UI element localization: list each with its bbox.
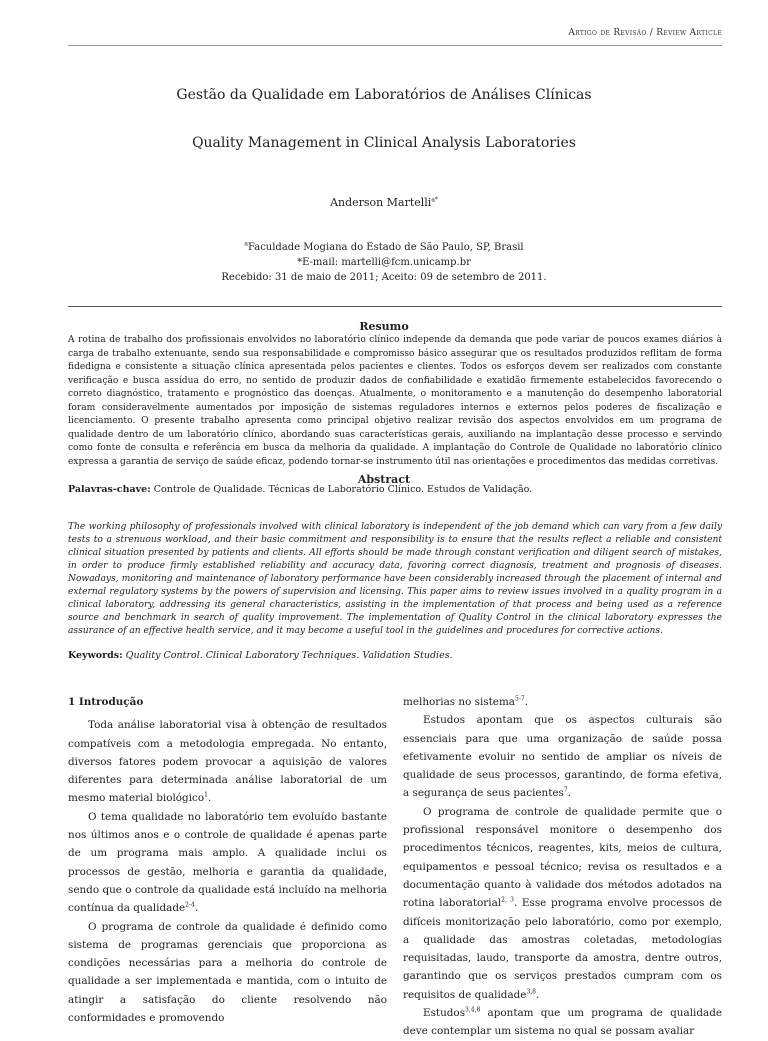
keywords-en-label: Keywords: [68,650,123,661]
author-name: Anderson Martelli [330,196,432,209]
abstract-heading: Abstract [357,473,411,486]
keywords-english [68,650,722,661]
keywords-en-text: Quality Control. Clinical Laboratory Techniques. Validation Studies. [125,650,453,661]
paragraph: melhorias no sistema$^{5-7}$. [403,695,528,708]
paragraph: Estudos apontam que os aspectos culturais são essenciais para que uma organização de saúde possa efetivamente evoluir no sentido de ampliar os níveis de qualidade de seus processos, garantindo, de forma efetiva, a segurança de seus pacientes$^7$. [403,714,722,800]
affiliation-institution: $^a$Faculdade Mogiana do Estado de São Paulo, SP, Brasil [244,240,524,253]
resumo-body: A rotina de trabalho dos profissionais envolvidos no laboratório clínico independe da demanda que pode variar de poucos exames diários à carga de trabalho extenuante, sendo sua responsabilidade e compromisso básico assegurar que os resultados produzidos reflitam de forma fidedigna e consistente a situação clínica apresentada pelos pacientes e clientes. Todos os esforços devem ser realizados com constante verificação e busca assídua do erro, no sentido de produzir dados de confiabilidade e exatidão firmemente estabelecidos favorecendo o correto diagnóstico, tratamento e prognóstico das doenças. Atualmente, o monitoramento e a manutenção do desempenho laboratorial foram consideravelmente aumentados por imposição de sistemas reguladores internos e externos pelos poderes de fiscalização e licenciamento. O presente trabalho apresenta como principal objetivo realizar revisão dos aspectos envolvidos em um programa de qualidade dentro de um laboratório clínico, abordando suas características gerais, auxiliando na implantação desse processo e servindo como fonte de consulta e referência em busca da melhoria da qualidade. A implantação do Controle de Qualidade no laboratório clínico expressa a garantia de serviço de saúde eficaz, podendo tornar-se instrumento útil nas orientações e procedimentos das medidas corretivas. [68,335,722,467]
title-portuguese: Gestão da Qualidade em Laboratórios de Análises Clínicas [176,87,592,103]
paragraph: Toda análise laboratorial visa à obtenção de resultados compatíveis com a metodologia empregada. No entanto, diversos fatores podem provocar a aquisição de valores diferentes para determinada análise laboratorial de um mesmo material biológico$^1$. [68,719,387,805]
keywords-pt-label: Palavras-chave: [68,484,151,495]
body-column-left [68,693,387,1027]
affiliation-sup: a [244,240,248,248]
submission-dates: Recebido: 31 de maio de 2011; Aceito: 09 de setembro de 2011. [221,272,547,283]
keywords-pt-text: Controle de Qualidade. Técnicas de Laboratório Clínico. Estudos de Validação. [153,484,533,495]
body-column-right [403,693,722,1041]
author-line [0,196,768,209]
paragraph: O tema qualidade no laboratório tem evoluído bastante nos últimos anos e o controle de qualidade é apenas parte de um programa mais amplo. A qualidade inclui os processos de gestão, melhoria e garantia da qualidade, sendo que o controle da qualidade está incluído na melhoria contínua da qualidade$^{2-4}$. [68,810,387,915]
intro-heading: 1 Introdução [68,696,144,708]
paragraph: O programa de controle da qualidade é definido como sistema de programas gerenciais que proporciona as condições necessárias para a melhoria do controle de qualidade a ser implementada e mantida, com o intuito de atingir a satisfação do cliente resolvendo não conformidades e promovendo [68,920,387,1025]
affiliation-block [0,240,768,285]
article-type-tag: Artigo de Revisão / Review Article [568,28,722,38]
paragraph: O programa de controle de qualidade permite que o profissional responsável monitore o desempenho dos procedimentos técnicos, reagentes, kits, meios de cultura, equipamentos e pessoal técnico; revisa os resultados e a documentação quanto à validade dos métodos adotados na rotina laboratorial$^{2, 3}$. Esse programa envolve processos de difíceis monitorização pelo laboratório, como por exemplo, a qualidade das amostras coletadas, metodologias requisitadas, laudo, transporte da amostra, dentre outros, garantindo que os serviços prestados cumpram com os requisitos de qualidade$^{3,8}$. [403,805,722,1001]
author-marks: a* [431,196,438,204]
section-divider [68,306,722,307]
resumo-heading: Resumo [359,320,409,333]
affiliation-email[interactable]: *E-mail: martelli@fcm.unicamp.br [297,257,471,268]
paragraph: Estudos$^{3,4,8}$ apontam que um programa de qualidade deve contemplar um sistema no qual se possam avaliar [403,1006,722,1038]
title-english: Quality Management in Clinical Analysis Laboratories [192,135,576,151]
header-divider [68,45,722,46]
abstract-body: The working philosophy of professionals involved with clinical laboratory is independent of the job demand which can vary from a few daily tests to a strenuous workload, and their basic commitment and responsibility is to ensure that the results reflect a reliable and consistent clinical situation presented by patients and clients. All efforts should be made through constant verification and diligent search of mistakes, in order to produce firmly established reliability and accuracy data, favoring correct diagnosis, treatment and prognosis of diseases. Nowadays, monitoring and maintenance of laboratory performance have been considerably increased through the placement of internal and external regulatory systems by the powers of supervision and licensing. This paper aims to review issues involved in a quality program in a clinical laboratory, addressing its general characteristics, assisting in the implementation of that process and being used as a reference source and benchmark in search of quality improvement. The implementation of Quality Control in the clinical laboratory expresses the assurance of an effective health service, and it may become a useful tool in the guidelines and procedures for corrective actions. [68,522,722,636]
